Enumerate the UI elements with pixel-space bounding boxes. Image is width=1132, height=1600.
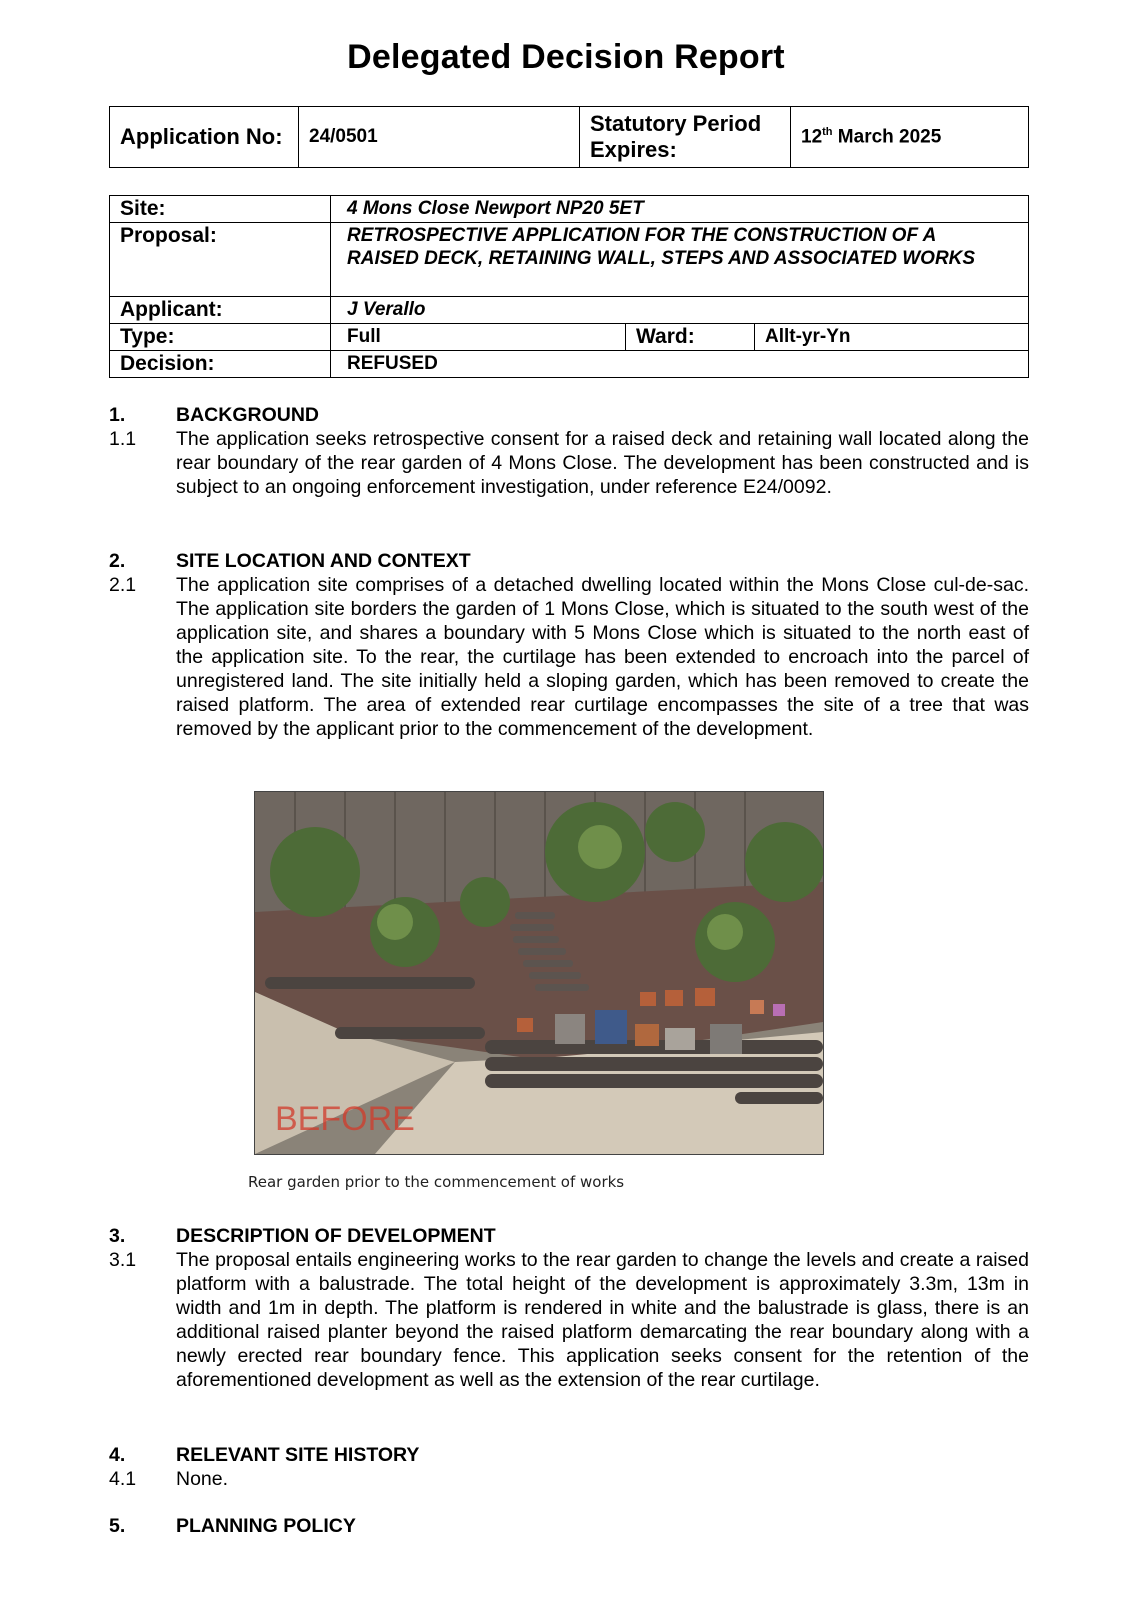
section-number: 3. [109,1225,126,1247]
paragraph-number: 1.1 [109,428,137,450]
statutory-period-label [580,107,791,168]
stat-rest: March 2025 [832,126,942,148]
section-number: 2. [109,550,126,572]
ward-value: Allt-yr-Yn [755,324,1029,351]
type-label: Type: [110,324,331,351]
applicant-value: J Verallo [331,297,1029,324]
paragraph-text: None. [176,1468,229,1490]
app-no-label: Application No: [110,107,299,168]
report-title: Delegated Decision Report [347,38,785,76]
applicant-label: Applicant: [110,297,331,324]
paragraph-text: The application seeks retrospective consent for a raised deck and retaining wall located along the rear boundary of the rear garden of 4 Mons Close. The development has been constructed and is subject to an ongoing enforcement investigation, under reference E24/0092. [176,428,1029,498]
paragraph-number: 4.1 [109,1468,137,1490]
paragraph-text: The proposal entails engineering works to the rear garden to change the levels and create a raised platform with a balustrade. The total height of the development is approximately 3.3m, 13m in width and 1m in depth. The platform is rendered in white and the balustrade is glass, there is an additional raised planter beyond the raised platform demarcating the rear boundary along with a newly erected rear boundary fence. This application seeks consent for the retention of the aforementioned development as well as the extension of the rear curtilage. [176,1249,1029,1391]
site-label: Site: [110,196,331,223]
paragraph-text: The application site comprises of a detached dwelling located within the Mons Close cul-de-sac. The application site borders the garden of 1 Mons Close, which is situated to the south west of the application site, and shares a boundary with 5 Mons Close which is situated to the north east of the application site. To the rear, the curtilage has been extended to encroach into the parcel of unregistered land. The site initially held a sloping garden, which has been removed to create the raised platform. The area of extended rear curtilage encompasses the site of a tree that was removed by the applicant prior to the commencement of the development. [176,574,1029,740]
section-site-location [109,549,1029,741]
paragraph-number: 3.1 [109,1249,137,1271]
proposal-value: RETROSPECTIVE APPLICATION FOR THE CONSTRUCTION OF A RAISED DECK, RETAINING WALL, STEPS AND ASSOCIATED WORKS [331,223,1029,297]
section-heading: DESCRIPTION OF DEVELOPMENT [176,1225,496,1247]
section-planning-policy [109,1514,1029,1538]
decision-label: Decision: [110,351,331,378]
paragraph-number: 2.1 [109,574,137,596]
garden-photo [254,791,824,1155]
application-header-table [109,106,1029,168]
section-number: 4. [109,1444,126,1466]
section-heading: PLANNING POLICY [176,1515,356,1537]
site-value: 4 Mons Close Newport NP20 5ET [331,196,1029,223]
application-details-table [109,195,1029,378]
statutory-period-value [791,107,1029,168]
statutory-label-line1: Statutory Period [590,111,762,136]
section-number: 1. [109,404,126,426]
section-heading: SITE LOCATION AND CONTEXT [176,550,471,572]
app-no-value: 24/0501 [299,107,580,168]
section-description [109,1224,1029,1392]
section-heading: BACKGROUND [176,404,319,426]
proposal-label: Proposal: [110,223,331,297]
photo-caption: Rear garden prior to the commencement of works [248,1173,625,1191]
stat-day: 12 [801,126,823,148]
decision-value: REFUSED [331,351,1029,378]
statutory-label-line2: Expires: [590,137,677,162]
ward-label: Ward: [626,324,755,351]
before-overlay-text: BEFORE [275,1100,415,1138]
section-number: 5. [109,1515,126,1537]
type-value: Full [331,324,626,351]
section-site-history [109,1443,1029,1491]
section-heading: RELEVANT SITE HISTORY [176,1444,420,1466]
section-background [109,403,1029,499]
stat-suffix: th [822,125,833,138]
